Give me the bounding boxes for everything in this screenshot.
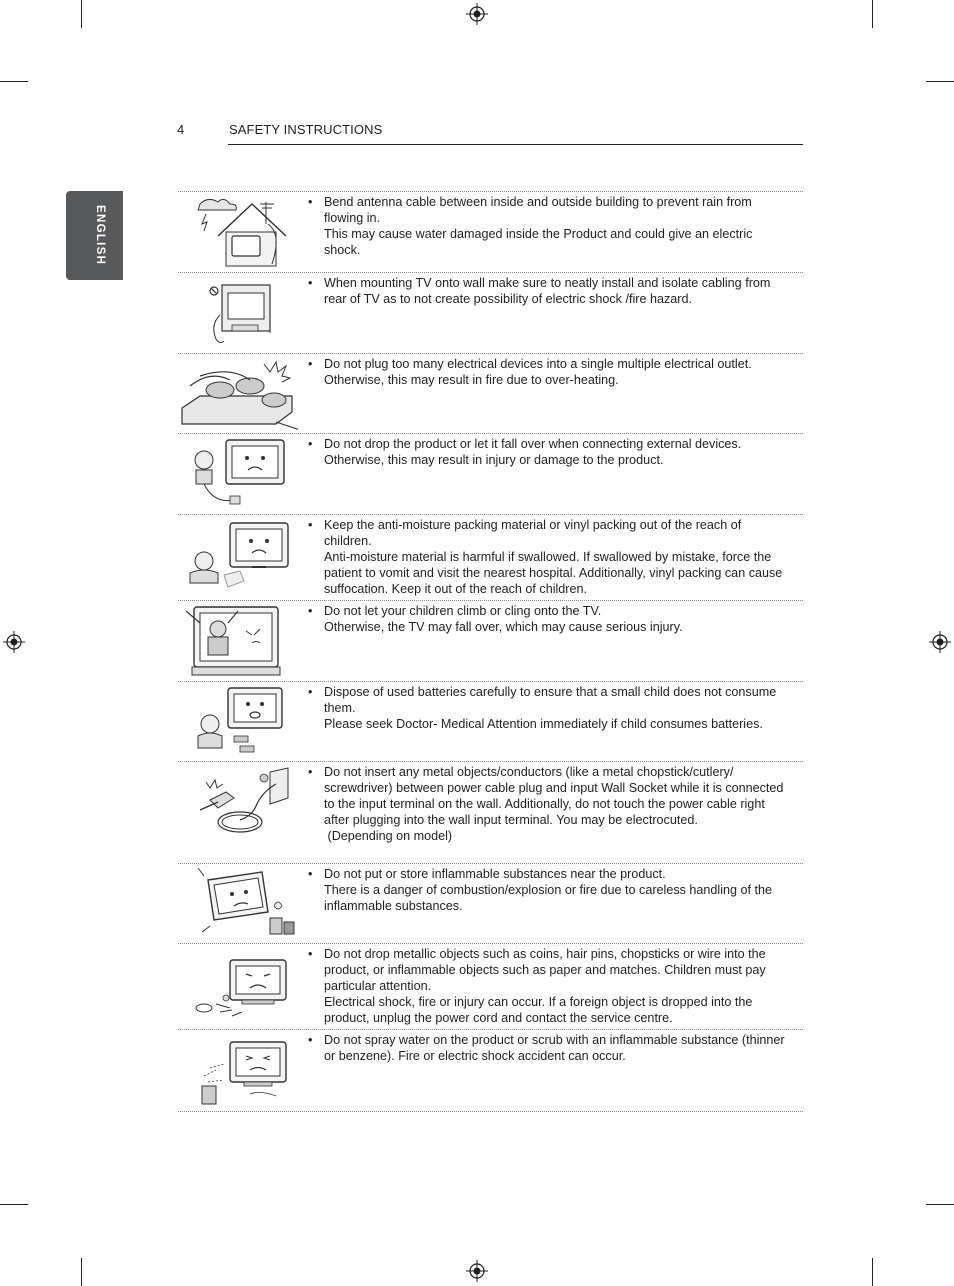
safety-item — [178, 191, 803, 273]
item-paragraph: There is a danger of combustion/explosion or fire due to careless handling of the inflammable substances. — [324, 883, 773, 913]
bullet: • — [308, 947, 313, 961]
section-title: SAFETY INSTRUCTIONS — [229, 122, 383, 137]
item-paragraph: Bend antenna cable between inside and outside building to prevent rain from flowing in. — [324, 195, 752, 225]
registration-mark-icon — [466, 3, 488, 25]
bullet: • — [308, 195, 313, 209]
item-text — [308, 764, 785, 844]
item-paragraph: Do not insert any metal objects/conductors (like a metal chopstick/cutlery/ screwdriver) between power cable plug and input Wall Socket while it is connected to the input terminal on the wall. Additionally, do not touch the power cable right after plugging into the wall input terminal. You may be electrocuted. — [324, 765, 784, 827]
bullet: • — [308, 276, 313, 290]
spray-water-icon — [180, 1032, 298, 1108]
item-paragraph: Anti-moisture material is harmful if swallowed. If swallowed by mistake, force the patient to vomit and visit the nearest hospital. Additionally, vinyl packing can cause suffocation. Keep it out of the reach of children. — [324, 550, 783, 596]
item-paragraph: Do not drop metallic objects such as coins, hair pins, chopsticks or wire into the product, or inflammable objects such as paper and matches. Children must pay particular attention. — [324, 947, 766, 993]
bullet: • — [308, 437, 313, 451]
item-paragraph: Keep the anti-moisture packing material or vinyl packing out of the reach of children. — [324, 518, 742, 548]
bullet: • — [308, 604, 313, 618]
item-text — [308, 356, 785, 388]
item-paragraph: Please seek Doctor- Medical Attention immediately if child consumes batteries. — [324, 717, 763, 731]
child-climbing-tv-icon — [180, 603, 298, 679]
metallic-objects-icon — [180, 946, 298, 1022]
item-text — [308, 684, 785, 732]
crop-mark — [0, 1204, 28, 1205]
safety-item — [178, 514, 803, 601]
crop-mark — [0, 81, 28, 82]
bullet: • — [308, 1033, 313, 1047]
wall-mount-cabling-icon — [180, 275, 298, 351]
item-text — [308, 275, 785, 307]
item-text — [308, 1032, 785, 1064]
crop-mark — [81, 0, 82, 28]
bullet: • — [308, 765, 313, 779]
crop-mark — [926, 81, 954, 82]
child-batteries-icon — [180, 684, 298, 760]
item-paragraph: When mounting TV onto wall make sure to neatly install and isolate cabling from rear of TV as to not create possibility of electric shock /fire hazard. — [324, 276, 771, 306]
item-paragraph: Do not plug too many electrical devices into a single multiple electrical outlet. — [324, 357, 752, 371]
overloaded-power-strip-icon — [180, 356, 298, 432]
safety-item — [178, 863, 803, 944]
item-paragraph: Otherwise, this may result in fire due to over-heating. — [324, 373, 619, 387]
page-number: 4 — [177, 122, 185, 137]
bullet: • — [308, 357, 313, 371]
language-tab-label: ENGLISH — [94, 205, 106, 266]
bullet: • — [308, 685, 313, 699]
item-text — [308, 436, 785, 468]
item-text — [308, 603, 785, 635]
safety-item — [178, 1029, 803, 1112]
crop-mark — [81, 1258, 82, 1286]
item-paragraph: Do not spray water on the product or scrub with an inflammable substance (thinner or benzene). Fire or electric shock accident can occur. — [324, 1033, 785, 1063]
crop-mark — [926, 1204, 954, 1205]
bullet: • — [308, 867, 313, 881]
safety-item — [178, 353, 803, 434]
item-paragraph: Do not let your children climb or cling onto the TV. — [324, 604, 602, 618]
registration-mark-icon — [466, 1260, 488, 1282]
item-paragraph: Electrical shock, fire or injury can occur. If a foreign object is dropped into the product, unplug the power cord and contact the service centre. — [324, 995, 753, 1025]
header-rule — [228, 144, 803, 145]
antenna-cable-house-icon — [180, 194, 298, 270]
safety-item — [178, 761, 803, 864]
safety-item — [178, 943, 803, 1030]
item-text — [308, 517, 785, 597]
tv-falling-device-icon — [180, 436, 298, 512]
item-text — [308, 946, 785, 1026]
safety-item — [178, 681, 803, 762]
flammable-substance-icon — [180, 866, 298, 942]
bullet: • — [308, 518, 313, 532]
item-text — [308, 866, 785, 914]
crop-mark — [872, 1258, 873, 1286]
item-paragraph: Otherwise, this may result in injury or damage to the product. — [324, 453, 664, 467]
item-paragraph: Dispose of used batteries carefully to ensure that a small child does not consume them. — [324, 685, 777, 715]
item-paragraph: Do not drop the product or let it fall over when connecting external devices. — [324, 437, 742, 451]
metal-object-socket-icon — [180, 764, 298, 840]
item-paragraph: Otherwise, the TV may fall over, which may cause serious injury. — [324, 620, 683, 634]
safety-item — [178, 433, 803, 515]
crop-mark — [872, 0, 873, 28]
safety-item — [178, 600, 803, 682]
language-tab — [66, 191, 123, 280]
item-paragraph: Do not put or store inflammable substances near the product. — [324, 867, 666, 881]
item-paragraph: (Depending on model) — [324, 829, 453, 843]
item-text — [308, 194, 785, 258]
registration-mark-icon — [929, 631, 951, 653]
safety-item — [178, 272, 803, 354]
registration-mark-icon — [3, 631, 25, 653]
item-paragraph: This may cause water damaged inside the Product and could give an electric shock. — [324, 227, 753, 257]
child-packing-material-icon — [180, 517, 298, 593]
